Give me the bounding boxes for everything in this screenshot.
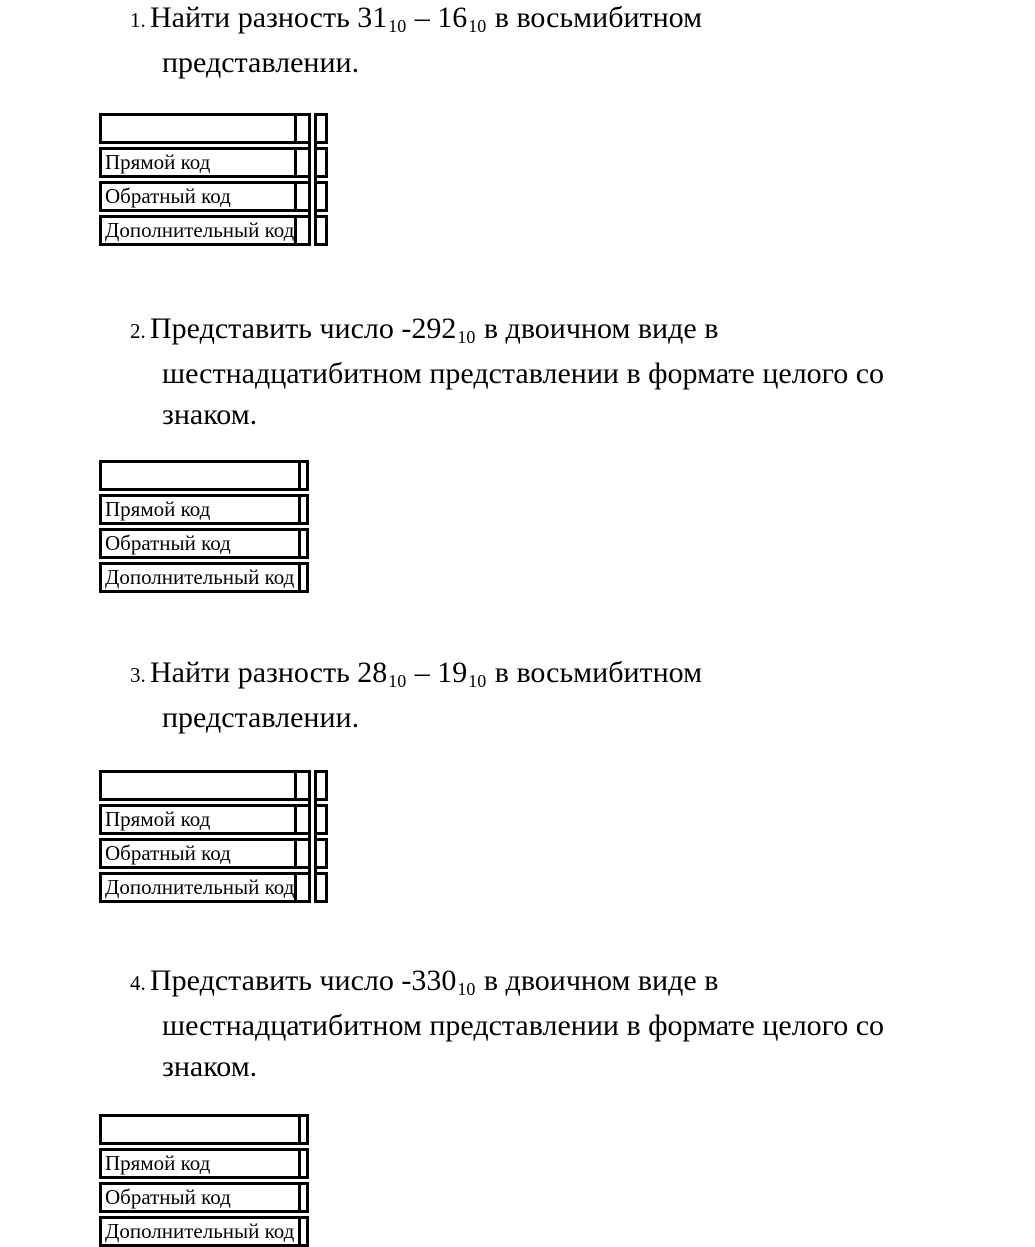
row-label: Обратный код <box>101 1181 300 1215</box>
row-label: Прямой код <box>101 493 300 527</box>
row-label: Прямой код <box>101 1147 300 1181</box>
exercise-text-line: знаком. <box>162 398 258 431</box>
answer-cell[interactable] <box>300 1215 308 1246</box>
table-row <box>101 115 327 146</box>
exercise-text-line: представлении. <box>162 46 360 79</box>
exercise-text: Найти разность 2810 – 1910 в восьмибитном <box>150 656 703 691</box>
answer-cell[interactable] <box>296 803 313 837</box>
row-label: Обратный код <box>101 527 300 561</box>
table-row <box>101 1116 308 1147</box>
table-row <box>101 462 308 493</box>
answer-cell[interactable] <box>313 214 327 245</box>
exercise-item-2 <box>130 308 884 435</box>
table-row <box>101 214 327 245</box>
item-number: 3. <box>130 663 146 687</box>
table-row <box>101 527 308 561</box>
answer-cell[interactable] <box>313 837 327 871</box>
subscript: 10 <box>388 15 407 36</box>
row-label: Обратный код <box>101 837 296 871</box>
row-label: Прямой код <box>101 803 296 837</box>
subscript: 10 <box>388 670 407 691</box>
row-label: Прямой код <box>101 146 296 180</box>
table-row <box>101 772 327 803</box>
answer-table-4 <box>99 1114 309 1247</box>
exercise-text-line: шестнадцатибитном представлении в формате целого со <box>162 1009 885 1042</box>
answer-cell[interactable] <box>296 837 313 871</box>
answer-cell[interactable] <box>300 1116 308 1147</box>
subscript: 10 <box>457 326 476 347</box>
answer-cell[interactable] <box>296 214 313 245</box>
answer-table-1 <box>99 113 328 246</box>
exercise-text-line <box>130 308 884 353</box>
exercise-text-line <box>130 652 702 697</box>
answer-cell[interactable] <box>313 803 327 837</box>
answer-cell[interactable] <box>300 561 308 592</box>
row-label: Дополнительный код <box>101 561 300 592</box>
header-cell[interactable] <box>101 772 296 803</box>
table-row <box>101 1215 308 1246</box>
answer-cell[interactable] <box>296 180 313 214</box>
item-number: 4. <box>130 971 146 995</box>
table-row <box>101 871 327 902</box>
exercise-text-line <box>130 960 884 1005</box>
exercise-text-line: представлении. <box>162 701 360 734</box>
item-number: 2. <box>130 319 146 343</box>
header-cell[interactable] <box>101 1116 300 1147</box>
header-cell[interactable] <box>101 115 296 146</box>
subscript: 10 <box>468 15 487 36</box>
table-row <box>101 1147 308 1181</box>
table-row <box>101 803 327 837</box>
answer-cell[interactable] <box>300 1147 308 1181</box>
exercise-text: Представить число -29210 в двоичном виде в <box>150 312 719 347</box>
exercise-item-3 <box>130 652 702 738</box>
exercise-text-line: шестнадцатибитном представлении в формате целого со <box>162 357 885 390</box>
answer-cell[interactable] <box>296 146 313 180</box>
row-label: Обратный код <box>101 180 296 214</box>
row-label: Дополнительный код <box>101 1215 300 1246</box>
answer-cell[interactable] <box>313 772 327 803</box>
answer-cell[interactable] <box>313 115 327 146</box>
table-row <box>101 180 327 214</box>
table-row <box>101 561 308 592</box>
header-cell[interactable] <box>101 462 300 493</box>
row-label: Дополнительный код <box>101 871 296 902</box>
table-row <box>101 837 327 871</box>
exercise-text: Представить число -33010 в двоичном виде в <box>150 964 719 999</box>
answer-cell[interactable] <box>313 180 327 214</box>
answer-cell[interactable] <box>300 1181 308 1215</box>
answer-cell[interactable] <box>296 772 313 803</box>
answer-cell[interactable] <box>313 871 327 902</box>
exercise-text: Найти разность 3110 – 1610 в восьмибитном <box>150 1 703 36</box>
table-row <box>101 146 327 180</box>
exercise-text-line: знаком. <box>162 1050 258 1083</box>
answer-cell[interactable] <box>313 146 327 180</box>
answer-cell[interactable] <box>296 871 313 902</box>
exercise-item-4 <box>130 960 884 1087</box>
table-row <box>101 1181 308 1215</box>
subscript: 10 <box>457 978 476 999</box>
table-row <box>101 493 308 527</box>
answer-table-3 <box>99 770 328 903</box>
exercise-text-line <box>130 0 702 42</box>
answer-cell[interactable] <box>300 493 308 527</box>
exercise-item-1 <box>130 0 702 83</box>
answer-table-2 <box>99 460 309 593</box>
answer-cell[interactable] <box>300 462 308 493</box>
answer-cell[interactable] <box>300 527 308 561</box>
item-number: 1. <box>130 8 146 32</box>
subscript: 10 <box>468 670 487 691</box>
answer-cell[interactable] <box>296 115 313 146</box>
row-label: Дополнительный код <box>101 214 296 245</box>
